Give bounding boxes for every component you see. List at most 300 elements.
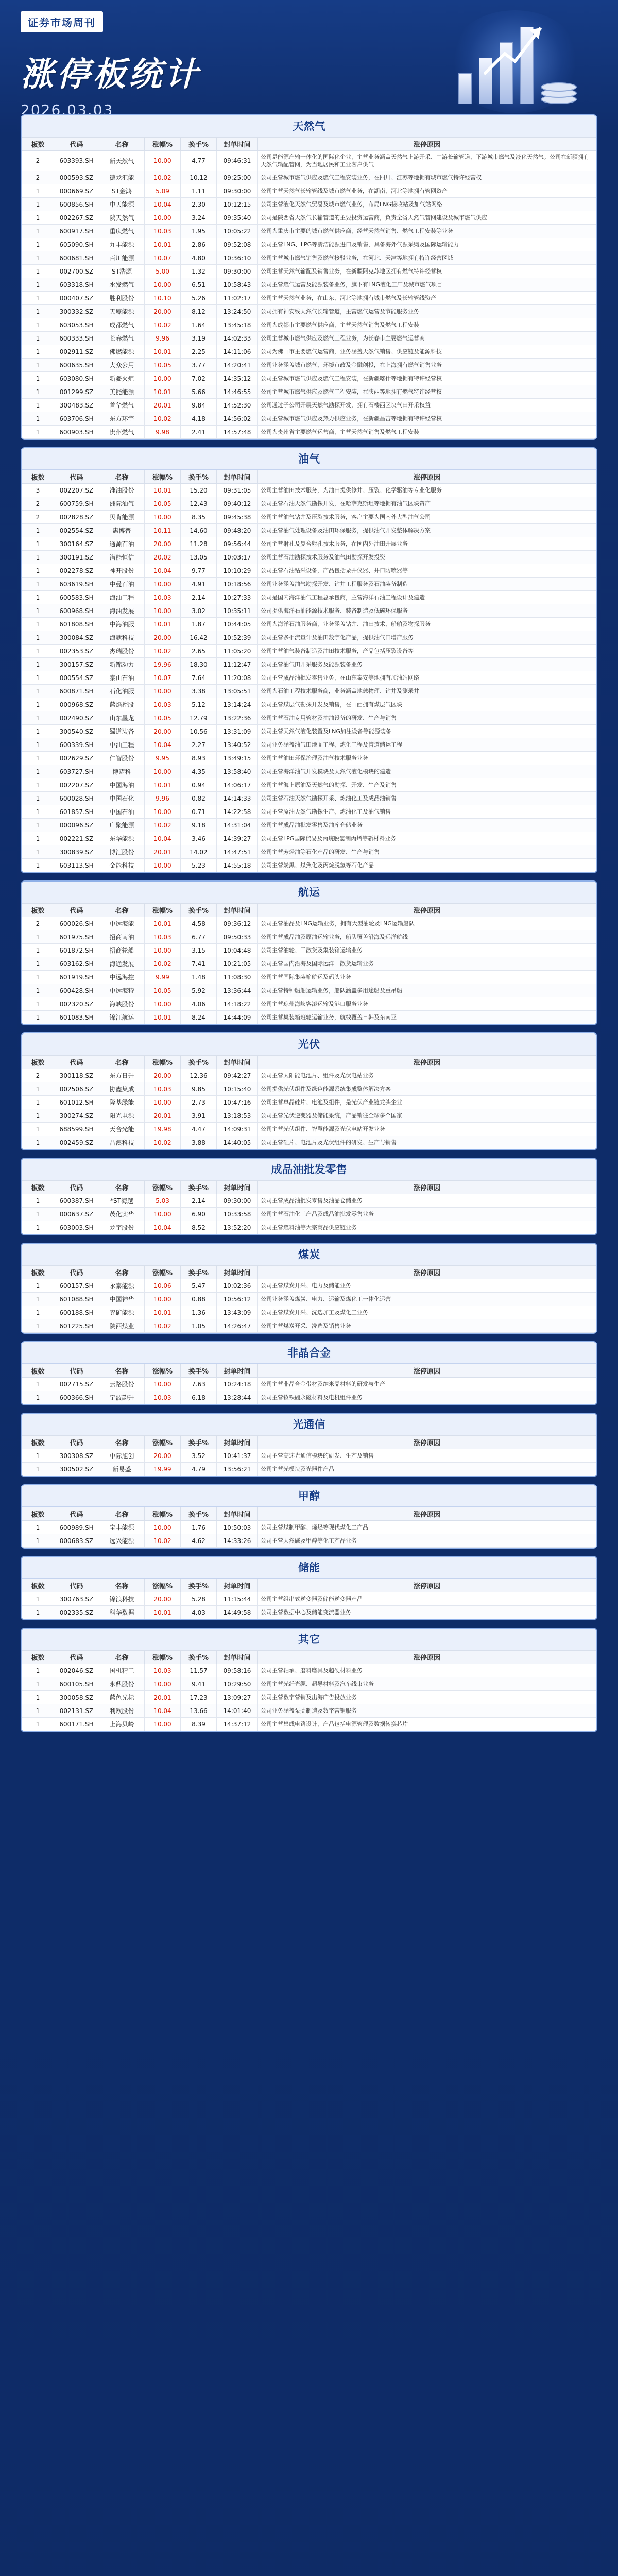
table-row[interactable] — [22, 1123, 596, 1136]
seal-time-cell: 14:33:26 — [217, 1534, 258, 1548]
table-row[interactable] — [22, 1306, 596, 1319]
table-row[interactable] — [22, 359, 596, 372]
table-row[interactable] — [22, 265, 596, 278]
table-row[interactable] — [22, 1279, 596, 1293]
table-row[interactable] — [22, 738, 596, 752]
board-count-cell: 1 — [22, 1082, 54, 1096]
table-header-row — [22, 1579, 596, 1592]
table-row[interactable] — [22, 1704, 596, 1718]
board-count-cell: 1 — [22, 225, 54, 238]
header-illustration — [427, 10, 597, 113]
board-count-cell: 1 — [22, 1449, 54, 1463]
column-header: 板数 — [22, 1507, 54, 1521]
column-header: 封单时间 — [217, 470, 258, 484]
turnover-cell: 6.77 — [181, 930, 217, 944]
stock-name-cell: 洲际油气 — [99, 497, 145, 511]
seal-time-cell: 10:44:05 — [217, 618, 258, 631]
table-row[interactable] — [22, 805, 596, 819]
stock-name-cell: 海油工程 — [99, 591, 145, 604]
table-row[interactable] — [22, 1391, 596, 1404]
table-header-row — [22, 1651, 596, 1664]
change-pct-cell: 10.04 — [145, 738, 181, 752]
stock-code-cell: 001299.SZ — [54, 385, 99, 399]
column-header: 名称 — [99, 1579, 145, 1592]
turnover-cell: 3.19 — [181, 332, 217, 345]
seal-time-cell: 09:30:00 — [217, 184, 258, 198]
stock-name-cell: 广聚能源 — [99, 819, 145, 832]
change-pct-cell: 10.02 — [145, 412, 181, 426]
table-row[interactable] — [22, 305, 596, 318]
turnover-cell: 2.14 — [181, 1194, 217, 1208]
table-row[interactable] — [22, 278, 596, 292]
change-pct-cell: 10.01 — [145, 1306, 181, 1319]
stock-name-cell: 中国海油 — [99, 778, 145, 792]
stock-name-cell: 云路股份 — [99, 1378, 145, 1391]
turnover-cell: 12.79 — [181, 711, 217, 725]
table-row[interactable] — [22, 564, 596, 578]
turnover-cell: 4.62 — [181, 1534, 217, 1548]
board-count-cell: 1 — [22, 385, 54, 399]
table-row[interactable] — [22, 845, 596, 859]
column-header: 涨幅% — [145, 470, 181, 484]
table-row[interactable] — [22, 332, 596, 345]
table-row[interactable] — [22, 1194, 596, 1208]
table-row[interactable] — [22, 984, 596, 997]
change-pct-cell: 10.00 — [145, 1521, 181, 1534]
table-row[interactable] — [22, 537, 596, 551]
stock-name-cell: 陕天然气 — [99, 211, 145, 225]
stock-code-cell: 002278.SZ — [54, 564, 99, 578]
seal-time-cell: 10:35:11 — [217, 604, 258, 618]
stock-code-cell: 600333.SH — [54, 332, 99, 345]
column-header: 涨停原因 — [258, 1507, 596, 1521]
seal-time-cell: 14:18:22 — [217, 997, 258, 1011]
board-count-cell: 1 — [22, 265, 54, 278]
table-row[interactable] — [22, 711, 596, 725]
table-row[interactable] — [22, 184, 596, 198]
section-title: 甲醇 — [22, 1485, 596, 1507]
stock-code-cell: 601975.SH — [54, 930, 99, 944]
section-card — [21, 114, 597, 440]
stock-code-cell: 688599.SH — [54, 1123, 99, 1136]
table-row[interactable] — [22, 930, 596, 944]
change-pct-cell: 9.98 — [145, 426, 181, 439]
table-row[interactable] — [22, 957, 596, 971]
table-row[interactable] — [22, 1221, 596, 1234]
reason-cell: 公司主营组串式逆变器及储能逆变器产品 — [258, 1592, 596, 1606]
turnover-cell: 5.47 — [181, 1279, 217, 1293]
board-count-cell: 1 — [22, 984, 54, 997]
table-header-row — [22, 1364, 596, 1378]
column-header: 代码 — [54, 1436, 99, 1449]
change-pct-cell: 9.95 — [145, 752, 181, 765]
table-row[interactable] — [22, 1534, 596, 1548]
column-header: 换手% — [181, 1056, 217, 1069]
column-header: 涨停原因 — [258, 1266, 596, 1279]
column-header: 封单时间 — [217, 1364, 258, 1378]
table-row[interactable] — [22, 832, 596, 845]
table-row[interactable] — [22, 778, 596, 792]
stock-code-cell: 000669.SZ — [54, 184, 99, 198]
table-row[interactable] — [22, 604, 596, 618]
stock-code-cell: 600105.SH — [54, 1677, 99, 1691]
table-header-row — [22, 1507, 596, 1521]
stock-name-cell: 新易盛 — [99, 1463, 145, 1476]
table-row[interactable] — [22, 1718, 596, 1731]
table-row[interactable] — [22, 1378, 596, 1391]
change-pct-cell: 10.03 — [145, 1082, 181, 1096]
change-pct-cell: 10.00 — [145, 944, 181, 957]
reason-cell: 公司主营天然气液化装置及LNG加注设备等能源装备 — [258, 725, 596, 738]
column-header: 换手% — [181, 470, 217, 484]
change-pct-cell: 10.07 — [145, 671, 181, 685]
table-row[interactable] — [22, 211, 596, 225]
table-row[interactable] — [22, 591, 596, 604]
table-row[interactable] — [22, 484, 596, 497]
table-row[interactable] — [22, 685, 596, 698]
table-row[interactable] — [22, 1449, 596, 1463]
column-header: 换手% — [181, 138, 217, 151]
rising-arrow-icon — [484, 18, 546, 79]
page-title: 涨停板统计 — [21, 56, 201, 94]
turnover-cell: 3.88 — [181, 1136, 217, 1149]
seal-time-cell: 10:41:37 — [217, 1449, 258, 1463]
table-row[interactable] — [22, 511, 596, 524]
stock-name-cell: 东华能源 — [99, 832, 145, 845]
stock-code-cell: 603080.SH — [54, 372, 99, 385]
board-count-cell: 1 — [22, 1677, 54, 1691]
stock-code-cell: 600903.SH — [54, 426, 99, 439]
board-count-cell: 1 — [22, 1521, 54, 1534]
column-header: 名称 — [99, 904, 145, 917]
change-pct-cell: 10.04 — [145, 1221, 181, 1234]
seal-time-cell: 14:49:58 — [217, 1606, 258, 1619]
board-count-cell: 1 — [22, 1534, 54, 1548]
table-row[interactable] — [22, 671, 596, 685]
seal-time-cell: 09:48:20 — [217, 524, 258, 537]
table-row[interactable] — [22, 859, 596, 872]
turnover-cell: 3.38 — [181, 685, 217, 698]
change-pct-cell: 9.99 — [145, 971, 181, 984]
table-row[interactable] — [22, 497, 596, 511]
table-row[interactable] — [22, 1606, 596, 1619]
seal-time-cell: 09:30:00 — [217, 265, 258, 278]
seal-time-cell: 13:05:51 — [217, 685, 258, 698]
seal-time-cell: 11:02:17 — [217, 292, 258, 305]
reason-cell: 公司主营煤炭开采、洗选及销售业务 — [258, 1319, 596, 1333]
table-row[interactable] — [22, 765, 596, 778]
seal-time-cell: 10:05:22 — [217, 225, 258, 238]
stock-code-cell: 600428.SH — [54, 984, 99, 997]
column-header: 封单时间 — [217, 138, 258, 151]
column-header: 换手% — [181, 1436, 217, 1449]
board-count-cell: 1 — [22, 618, 54, 631]
table-row[interactable] — [22, 1664, 596, 1677]
turnover-cell: 8.52 — [181, 1221, 217, 1234]
stock-name-cell: 海峡股份 — [99, 997, 145, 1011]
seal-time-cell: 10:56:12 — [217, 1293, 258, 1306]
reason-cell: 公司主营燃气运营及能源装备业务，旗下有LNG液化工厂及城市燃气项目 — [258, 278, 596, 292]
table-row[interactable] — [22, 1521, 596, 1534]
stock-code-cell: 600339.SH — [54, 738, 99, 752]
table-row[interactable] — [22, 997, 596, 1011]
board-count-cell: 1 — [22, 957, 54, 971]
table-row[interactable] — [22, 1592, 596, 1606]
column-header: 换手% — [181, 1579, 217, 1592]
table-row[interactable] — [22, 524, 596, 537]
stock-code-cell: 601012.SH — [54, 1096, 99, 1109]
table-row[interactable] — [22, 1096, 596, 1109]
stock-name-cell: 贝肯能源 — [99, 511, 145, 524]
seal-time-cell: 11:12:47 — [217, 658, 258, 671]
reason-cell: 公司主营射孔及复合射孔技术服务，在国内外油田开展业务 — [258, 537, 596, 551]
table-row[interactable] — [22, 1136, 596, 1149]
table-row[interactable] — [22, 198, 596, 211]
limit-up-table — [22, 1180, 596, 1234]
stock-name-cell: 中天能源 — [99, 198, 145, 211]
stock-code-cell: 603393.SH — [54, 151, 99, 171]
table-row[interactable] — [22, 1293, 596, 1306]
change-pct-cell: 20.00 — [145, 725, 181, 738]
reason-cell: 公司提供海洋石油能源技术服务、装备制造及低碳环保服务 — [258, 604, 596, 618]
section-card — [21, 1628, 597, 1732]
stock-code-cell: 300274.SZ — [54, 1109, 99, 1123]
board-count-cell: 1 — [22, 1606, 54, 1619]
reason-cell: 公司主营光纤光缆、超导材料及汽车线束业务 — [258, 1677, 596, 1691]
column-header: 板数 — [22, 1436, 54, 1449]
change-pct-cell: 10.01 — [145, 1606, 181, 1619]
reason-cell: 公司主营油气处理设备及油田环保服务，提供油气开发整体解决方案 — [258, 524, 596, 537]
reason-cell: 公司主营原油天然气勘探生产、炼油化工及油气销售 — [258, 805, 596, 819]
table-row[interactable] — [22, 385, 596, 399]
table-row[interactable] — [22, 345, 596, 359]
turnover-cell: 4.58 — [181, 917, 217, 930]
column-header: 名称 — [99, 1507, 145, 1521]
table-row[interactable] — [22, 1319, 596, 1333]
column-header: 板数 — [22, 138, 54, 151]
table-row[interactable] — [22, 1082, 596, 1096]
board-count-cell: 1 — [22, 778, 54, 792]
column-header: 板数 — [22, 1056, 54, 1069]
change-pct-cell: 10.03 — [145, 930, 181, 944]
reason-cell: 公司主营燃料油等大宗商品供应链业务 — [258, 1221, 596, 1234]
turnover-cell: 16.42 — [181, 631, 217, 645]
reason-cell: 公司业务涵盖油气田地面工程、炼化工程及管道储运工程 — [258, 738, 596, 752]
table-row[interactable] — [22, 151, 596, 171]
reason-cell: 公司主营集成电路设计，产品包括电源管理及数据转换芯片 — [258, 1718, 596, 1731]
column-header: 名称 — [99, 1181, 145, 1194]
table-row[interactable] — [22, 698, 596, 711]
change-pct-cell: 10.00 — [145, 511, 181, 524]
table-row[interactable] — [22, 792, 596, 805]
column-header: 涨幅% — [145, 138, 181, 151]
limit-up-table — [22, 1579, 596, 1619]
board-count-cell: 1 — [22, 1208, 54, 1221]
stock-name-cell: 金能科技 — [99, 859, 145, 872]
table-row[interactable] — [22, 372, 596, 385]
seal-time-cell: 14:37:12 — [217, 1718, 258, 1731]
board-count-cell: 1 — [22, 591, 54, 604]
table-row[interactable] — [22, 618, 596, 631]
board-count-cell: 1 — [22, 305, 54, 318]
stock-name-cell: 水发燃气 — [99, 278, 145, 292]
stock-name-cell: 胜利股份 — [99, 292, 145, 305]
brand-badge: 证券市场周刊 — [21, 11, 103, 32]
turnover-cell: 9.77 — [181, 564, 217, 578]
reason-cell: 公司是能源产输一体化的国际化企业，主营业务涵盖天然气上游开采、中游长输管道、下游城市燃气及液化天然气。公司在新疆拥有天然气输配管网，为当地居民和工业客户供气 — [258, 151, 596, 171]
change-pct-cell: 10.01 — [145, 917, 181, 930]
seal-time-cell: 10:47:16 — [217, 1096, 258, 1109]
board-count-cell: 1 — [22, 658, 54, 671]
turnover-cell: 8.24 — [181, 1011, 217, 1024]
table-row[interactable] — [22, 645, 596, 658]
turnover-cell: 3.77 — [181, 359, 217, 372]
reason-cell: 公司主营国际集装箱航运及码头业务 — [258, 971, 596, 984]
change-pct-cell: 10.00 — [145, 859, 181, 872]
table-row[interactable] — [22, 171, 596, 184]
change-pct-cell: 10.00 — [145, 604, 181, 618]
table-row[interactable] — [22, 292, 596, 305]
stock-code-cell: 603727.SH — [54, 765, 99, 778]
column-header: 名称 — [99, 1651, 145, 1664]
board-count-cell: 1 — [22, 1293, 54, 1306]
table-row[interactable] — [22, 1463, 596, 1476]
table-row[interactable] — [22, 1677, 596, 1691]
seal-time-cell: 11:08:30 — [217, 971, 258, 984]
stock-code-cell: 601083.SH — [54, 1011, 99, 1024]
table-row[interactable] — [22, 631, 596, 645]
table-row[interactable] — [22, 551, 596, 564]
turnover-cell: 4.35 — [181, 765, 217, 778]
column-header: 封单时间 — [217, 1507, 258, 1521]
column-header: 涨幅% — [145, 1364, 181, 1378]
table-row[interactable] — [22, 725, 596, 738]
stock-code-cell: 601225.SH — [54, 1319, 99, 1333]
stock-code-cell: 300540.SZ — [54, 725, 99, 738]
stock-code-cell: 603053.SH — [54, 318, 99, 332]
table-header-row — [22, 1056, 596, 1069]
table-row[interactable] — [22, 399, 596, 412]
table-row[interactable] — [22, 578, 596, 591]
seal-time-cell: 10:50:03 — [217, 1521, 258, 1534]
turnover-cell: 4.79 — [181, 1463, 217, 1476]
change-pct-cell: 10.01 — [145, 345, 181, 359]
section-card — [21, 1032, 597, 1150]
stock-code-cell: 300308.SZ — [54, 1449, 99, 1463]
stock-name-cell: 中远海能 — [99, 917, 145, 930]
turnover-cell: 1.11 — [181, 184, 217, 198]
change-pct-cell: 10.03 — [145, 698, 181, 711]
table-row[interactable] — [22, 1109, 596, 1123]
change-pct-cell: 10.03 — [145, 1391, 181, 1404]
stock-name-cell: 佛燃能源 — [99, 345, 145, 359]
stock-code-cell: 600583.SH — [54, 591, 99, 604]
table-row[interactable] — [22, 318, 596, 332]
table-row[interactable] — [22, 1069, 596, 1082]
board-count-cell: 1 — [22, 685, 54, 698]
column-header: 封单时间 — [217, 1056, 258, 1069]
stock-code-cell: 002506.SZ — [54, 1082, 99, 1096]
column-header: 涨停原因 — [258, 1181, 596, 1194]
reason-cell: 公司主营天然气长输管线及城市燃气业务，在湖南、河北等地拥有管网资产 — [258, 184, 596, 198]
turnover-cell: 1.05 — [181, 1319, 217, 1333]
seal-time-cell: 13:49:15 — [217, 752, 258, 765]
column-header: 板数 — [22, 1266, 54, 1279]
table-row[interactable] — [22, 752, 596, 765]
column-header: 代码 — [54, 1507, 99, 1521]
stock-name-cell: 百川能源 — [99, 251, 145, 265]
change-pct-cell: 20.01 — [145, 845, 181, 859]
stock-name-cell: 杰瑞股份 — [99, 645, 145, 658]
section-card — [21, 1556, 597, 1620]
stock-code-cell: 000683.SZ — [54, 1534, 99, 1548]
column-header: 涨幅% — [145, 1056, 181, 1069]
change-pct-cell: 10.00 — [145, 1208, 181, 1221]
change-pct-cell: 20.00 — [145, 305, 181, 318]
section-title: 光通信 — [22, 1414, 596, 1435]
change-pct-cell: 10.00 — [145, 805, 181, 819]
table-row[interactable] — [22, 658, 596, 671]
board-count-cell: 1 — [22, 859, 54, 872]
table-row[interactable] — [22, 944, 596, 957]
change-pct-cell: 19.98 — [145, 1123, 181, 1136]
board-count-cell: 1 — [22, 278, 54, 292]
turnover-cell: 4.18 — [181, 412, 217, 426]
column-header: 代码 — [54, 1056, 99, 1069]
table-row[interactable] — [22, 225, 596, 238]
stock-code-cell: 002131.SZ — [54, 1704, 99, 1718]
board-count-cell: 1 — [22, 1123, 54, 1136]
column-header: 涨幅% — [145, 1266, 181, 1279]
table-row[interactable] — [22, 1208, 596, 1221]
turnover-cell: 12.43 — [181, 497, 217, 511]
turnover-cell: 3.24 — [181, 211, 217, 225]
change-pct-cell: 10.01 — [145, 778, 181, 792]
change-pct-cell: 10.04 — [145, 1704, 181, 1718]
reason-cell: 公司主营天然碱及甲醇等化工产品业务 — [258, 1534, 596, 1548]
stock-code-cell: 000593.SZ — [54, 171, 99, 184]
table-row[interactable] — [22, 1011, 596, 1024]
table-row[interactable] — [22, 426, 596, 439]
board-count-cell: 1 — [22, 426, 54, 439]
table-row[interactable] — [22, 412, 596, 426]
stock-code-cell: 600028.SH — [54, 792, 99, 805]
change-pct-cell: 10.11 — [145, 524, 181, 537]
reason-cell: 公司为贵州省主要燃气运营商，主营天然气销售及燃气工程安装 — [258, 426, 596, 439]
table-row[interactable] — [22, 971, 596, 984]
seal-time-cell: 14:55:18 — [217, 859, 258, 872]
limit-up-table — [22, 903, 596, 1024]
board-count-cell: 1 — [22, 711, 54, 725]
table-row[interactable] — [22, 917, 596, 930]
table-row[interactable] — [22, 1691, 596, 1704]
table-row[interactable] — [22, 251, 596, 265]
turnover-cell: 5.26 — [181, 292, 217, 305]
board-count-cell: 1 — [22, 1718, 54, 1731]
column-header: 名称 — [99, 1364, 145, 1378]
seal-time-cell: 14:35:12 — [217, 372, 258, 385]
turnover-cell: 5.66 — [181, 385, 217, 399]
change-pct-cell: 10.02 — [145, 819, 181, 832]
table-row[interactable] — [22, 238, 596, 251]
reason-cell: 公司是陕西省天然气长输管道的主要投资运营商，负责全省天然气管网建设及城市燃气供应 — [258, 211, 596, 225]
stock-name-cell: 海通发展 — [99, 957, 145, 971]
stock-code-cell: 600759.SH — [54, 497, 99, 511]
board-count-cell: 1 — [22, 604, 54, 618]
table-row[interactable] — [22, 819, 596, 832]
turnover-cell: 14.02 — [181, 845, 217, 859]
stock-code-cell: 300164.SZ — [54, 537, 99, 551]
